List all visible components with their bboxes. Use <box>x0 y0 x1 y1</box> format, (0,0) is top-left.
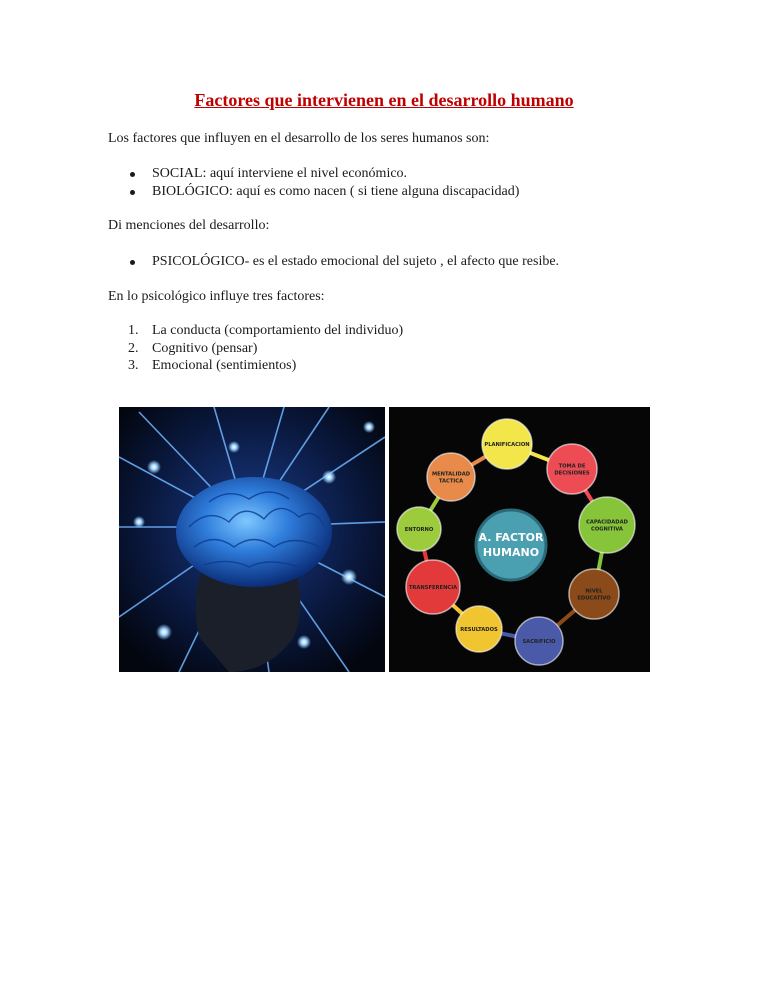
factors-list <box>108 165 519 200</box>
psych-factors-list <box>108 322 403 375</box>
psych-heading: En lo psicológico influye tres factores: <box>108 289 325 304</box>
factor-node-label: CAPACIDADAD <box>586 519 628 526</box>
factor-node-label: RESULTADOS <box>460 627 498 633</box>
list-item: SOCIAL: aquí interviene el nivel económico. <box>108 165 519 183</box>
factor-node-label: MENTALIDAD <box>431 471 471 478</box>
factor-node-label: DECISIONES <box>554 470 590 477</box>
center-node <box>476 510 546 580</box>
list-item: 1. La conducta (comportamiento del individuo) <box>128 323 404 338</box>
dimensions-list <box>108 253 559 271</box>
factor-node-label: TACTICA <box>438 478 464 485</box>
factor-node-label: TOMA DE <box>558 463 586 470</box>
brain-image <box>119 407 385 672</box>
list-item: 3. Emocional (sentimientos) <box>128 358 297 373</box>
list-item: 2. Cognitivo (pensar) <box>128 340 258 356</box>
factor-node-label: COGNITIVA <box>591 526 623 533</box>
list-item: PSICOLÓGICO- es el estado emocional del sujeto , el afecto que resibe. <box>108 253 559 271</box>
factor-node-label: ENTORNO <box>404 527 434 533</box>
factor-node-label: NIVEL <box>585 588 603 595</box>
dimensions-heading: Di menciones del desarrollo: <box>108 218 270 233</box>
center-node-label: A. FACTOR <box>478 531 544 544</box>
factor-humano-diagram <box>389 407 650 672</box>
factor-node-label: TRANSFERENCIA <box>408 585 458 591</box>
intro-paragraph: Los factores que influyen en el desarrollo de los seres humanos son: <box>108 131 490 146</box>
factor-node-label: PLANIFICACION <box>484 442 530 448</box>
factor-node-label: EDUCATIVO <box>577 595 611 602</box>
list-item: BIOLÓGICO: aquí es como nacen ( si tiene alguna discapacidad) <box>108 183 519 201</box>
document-title: Factores que intervienen en el desarrollo humano <box>194 90 574 110</box>
center-node-label: HUMANO <box>482 546 540 559</box>
factor-node-label: SACRIFICIO <box>522 639 556 645</box>
